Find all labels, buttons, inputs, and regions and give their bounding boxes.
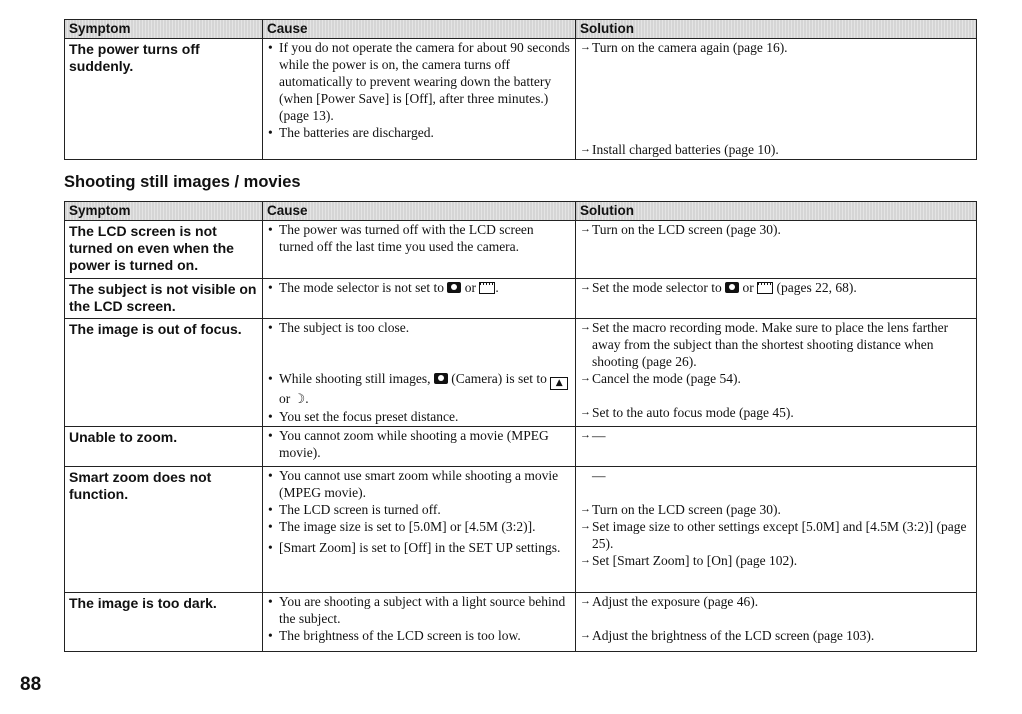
cause-item (267, 370, 571, 408)
symptom-cell: The power turns off suddenly. (65, 39, 263, 160)
table-row (65, 593, 977, 652)
table-row (65, 39, 977, 160)
section-title: Shooting still images / movies (64, 173, 301, 191)
cause-text: While shooting still images, (279, 371, 431, 386)
header-solution: Solution (576, 202, 977, 221)
camera-mode-icon (434, 373, 448, 384)
cause-text: or (464, 280, 476, 295)
troubleshooting-table-shooting (64, 201, 977, 652)
header-solution: Solution (576, 20, 977, 39)
solution-item: → Set to the auto focus mode (page 45). (580, 404, 972, 421)
solution-cell (576, 427, 977, 467)
page-number: 88 (20, 674, 42, 695)
table-row (65, 467, 977, 593)
cause-item: • [Smart Zoom] is set to [Off] in the SET UP settings. (267, 539, 571, 556)
table-header-row (65, 20, 977, 39)
solution-item: → Set [Smart Zoom] to [On] (page 102). (580, 552, 972, 569)
symptom-cell: The LCD screen is not turned on even when the power is turned on. (65, 221, 263, 279)
symptom-cell: Smart zoom does not function. (65, 467, 263, 593)
cause-text: (Camera) is set to (451, 371, 547, 386)
table-header-row (65, 202, 977, 221)
cause-text: or (279, 391, 291, 406)
cause-text: . (495, 280, 499, 295)
cause-item: • The power was turned off with the LCD screen turned off the last time you used the camera. (267, 221, 571, 255)
solution-cell (576, 39, 977, 160)
camera-mode-icon (725, 282, 739, 293)
cause-cell (263, 467, 576, 593)
symptom-cell: Unable to zoom. (65, 427, 263, 467)
solution-cell (576, 467, 977, 593)
cause-item: • You cannot zoom while shooting a movie (MPEG movie). (267, 427, 571, 461)
cause-text: The mode selector is not set to (279, 280, 444, 295)
landscape-scene-icon: ▲ (550, 377, 568, 390)
twilight-icon: ☽ (293, 392, 306, 407)
solution-item: → Adjust the brightness of the LCD screen (page 103). (580, 627, 972, 644)
solution-item: → Set image size to other settings except [5.0M] and [4.5M (3:2)] (page 25). (580, 518, 972, 552)
cause-text: . (305, 391, 309, 406)
table-row (65, 221, 977, 279)
solution-item: → Cancel the mode (page 54). (580, 370, 972, 387)
cause-item: • The LCD screen is turned off. (267, 501, 571, 518)
table-row (65, 279, 977, 319)
header-cause: Cause (263, 20, 576, 39)
solution-item: → — (580, 427, 972, 444)
header-symptom: Symptom (65, 20, 263, 39)
solution-item: → Set the macro recording mode. Make sure to place the lens farther away from the subject than the shortest shooting distance when shooting (page 26). (580, 319, 972, 370)
cause-item: • The image size is set to [5.0M] or [4.5M (3:2)]. (267, 518, 571, 535)
solution-cell (576, 221, 977, 279)
camera-mode-icon (447, 282, 461, 293)
header-symptom: Symptom (65, 202, 263, 221)
movie-mode-icon (479, 282, 495, 294)
cause-item: • You set the focus preset distance. (267, 408, 571, 425)
symptom-cell: The image is too dark. (65, 593, 263, 652)
cause-cell (263, 319, 576, 427)
cause-item: • You are shooting a subject with a light source behind the subject. (267, 593, 571, 627)
solution-text: or (742, 280, 754, 295)
cause-item: • If you do not operate the camera for about 90 seconds while the power is on, the camera turns off automatically to prevent wearing down the battery (when [Power Save] is [Off], after three minutes.) (page 13). (267, 39, 571, 124)
solution-cell (576, 279, 977, 319)
cause-item (267, 279, 571, 296)
solution-item: → Turn on the LCD screen (page 30). (580, 501, 972, 518)
cause-item: • The batteries are discharged. (267, 124, 571, 141)
table-row (65, 427, 977, 467)
movie-mode-icon (757, 282, 773, 294)
solution-item: → Turn on the LCD screen (page 30). (580, 221, 972, 238)
solution-item: → Adjust the exposure (page 46). (580, 593, 972, 610)
header-cause: Cause (263, 202, 576, 221)
cause-cell (263, 279, 576, 319)
solution-item (580, 279, 972, 296)
troubleshooting-table-power (64, 19, 977, 160)
solution-text: (pages 22, 68). (776, 280, 857, 295)
cause-item: • You cannot use smart zoom while shooting a movie (MPEG movie). (267, 467, 571, 501)
cause-cell (263, 593, 576, 652)
solution-item: — (592, 468, 606, 483)
solution-text: Set the mode selector to (592, 280, 722, 295)
cause-cell (263, 427, 576, 467)
symptom-cell: The subject is not visible on the LCD screen. (65, 279, 263, 319)
solution-item: → Install charged batteries (page 10). (580, 141, 972, 158)
solution-cell (576, 319, 977, 427)
solution-cell (576, 593, 977, 652)
symptom-cell: The image is out of focus. (65, 319, 263, 427)
cause-item: • The brightness of the LCD screen is too low. (267, 627, 571, 644)
cause-cell (263, 221, 576, 279)
cause-item: • The subject is too close. (267, 319, 571, 336)
solution-item: → Turn on the camera again (page 16). (580, 39, 972, 56)
cause-cell (263, 39, 576, 160)
table-row (65, 319, 977, 427)
